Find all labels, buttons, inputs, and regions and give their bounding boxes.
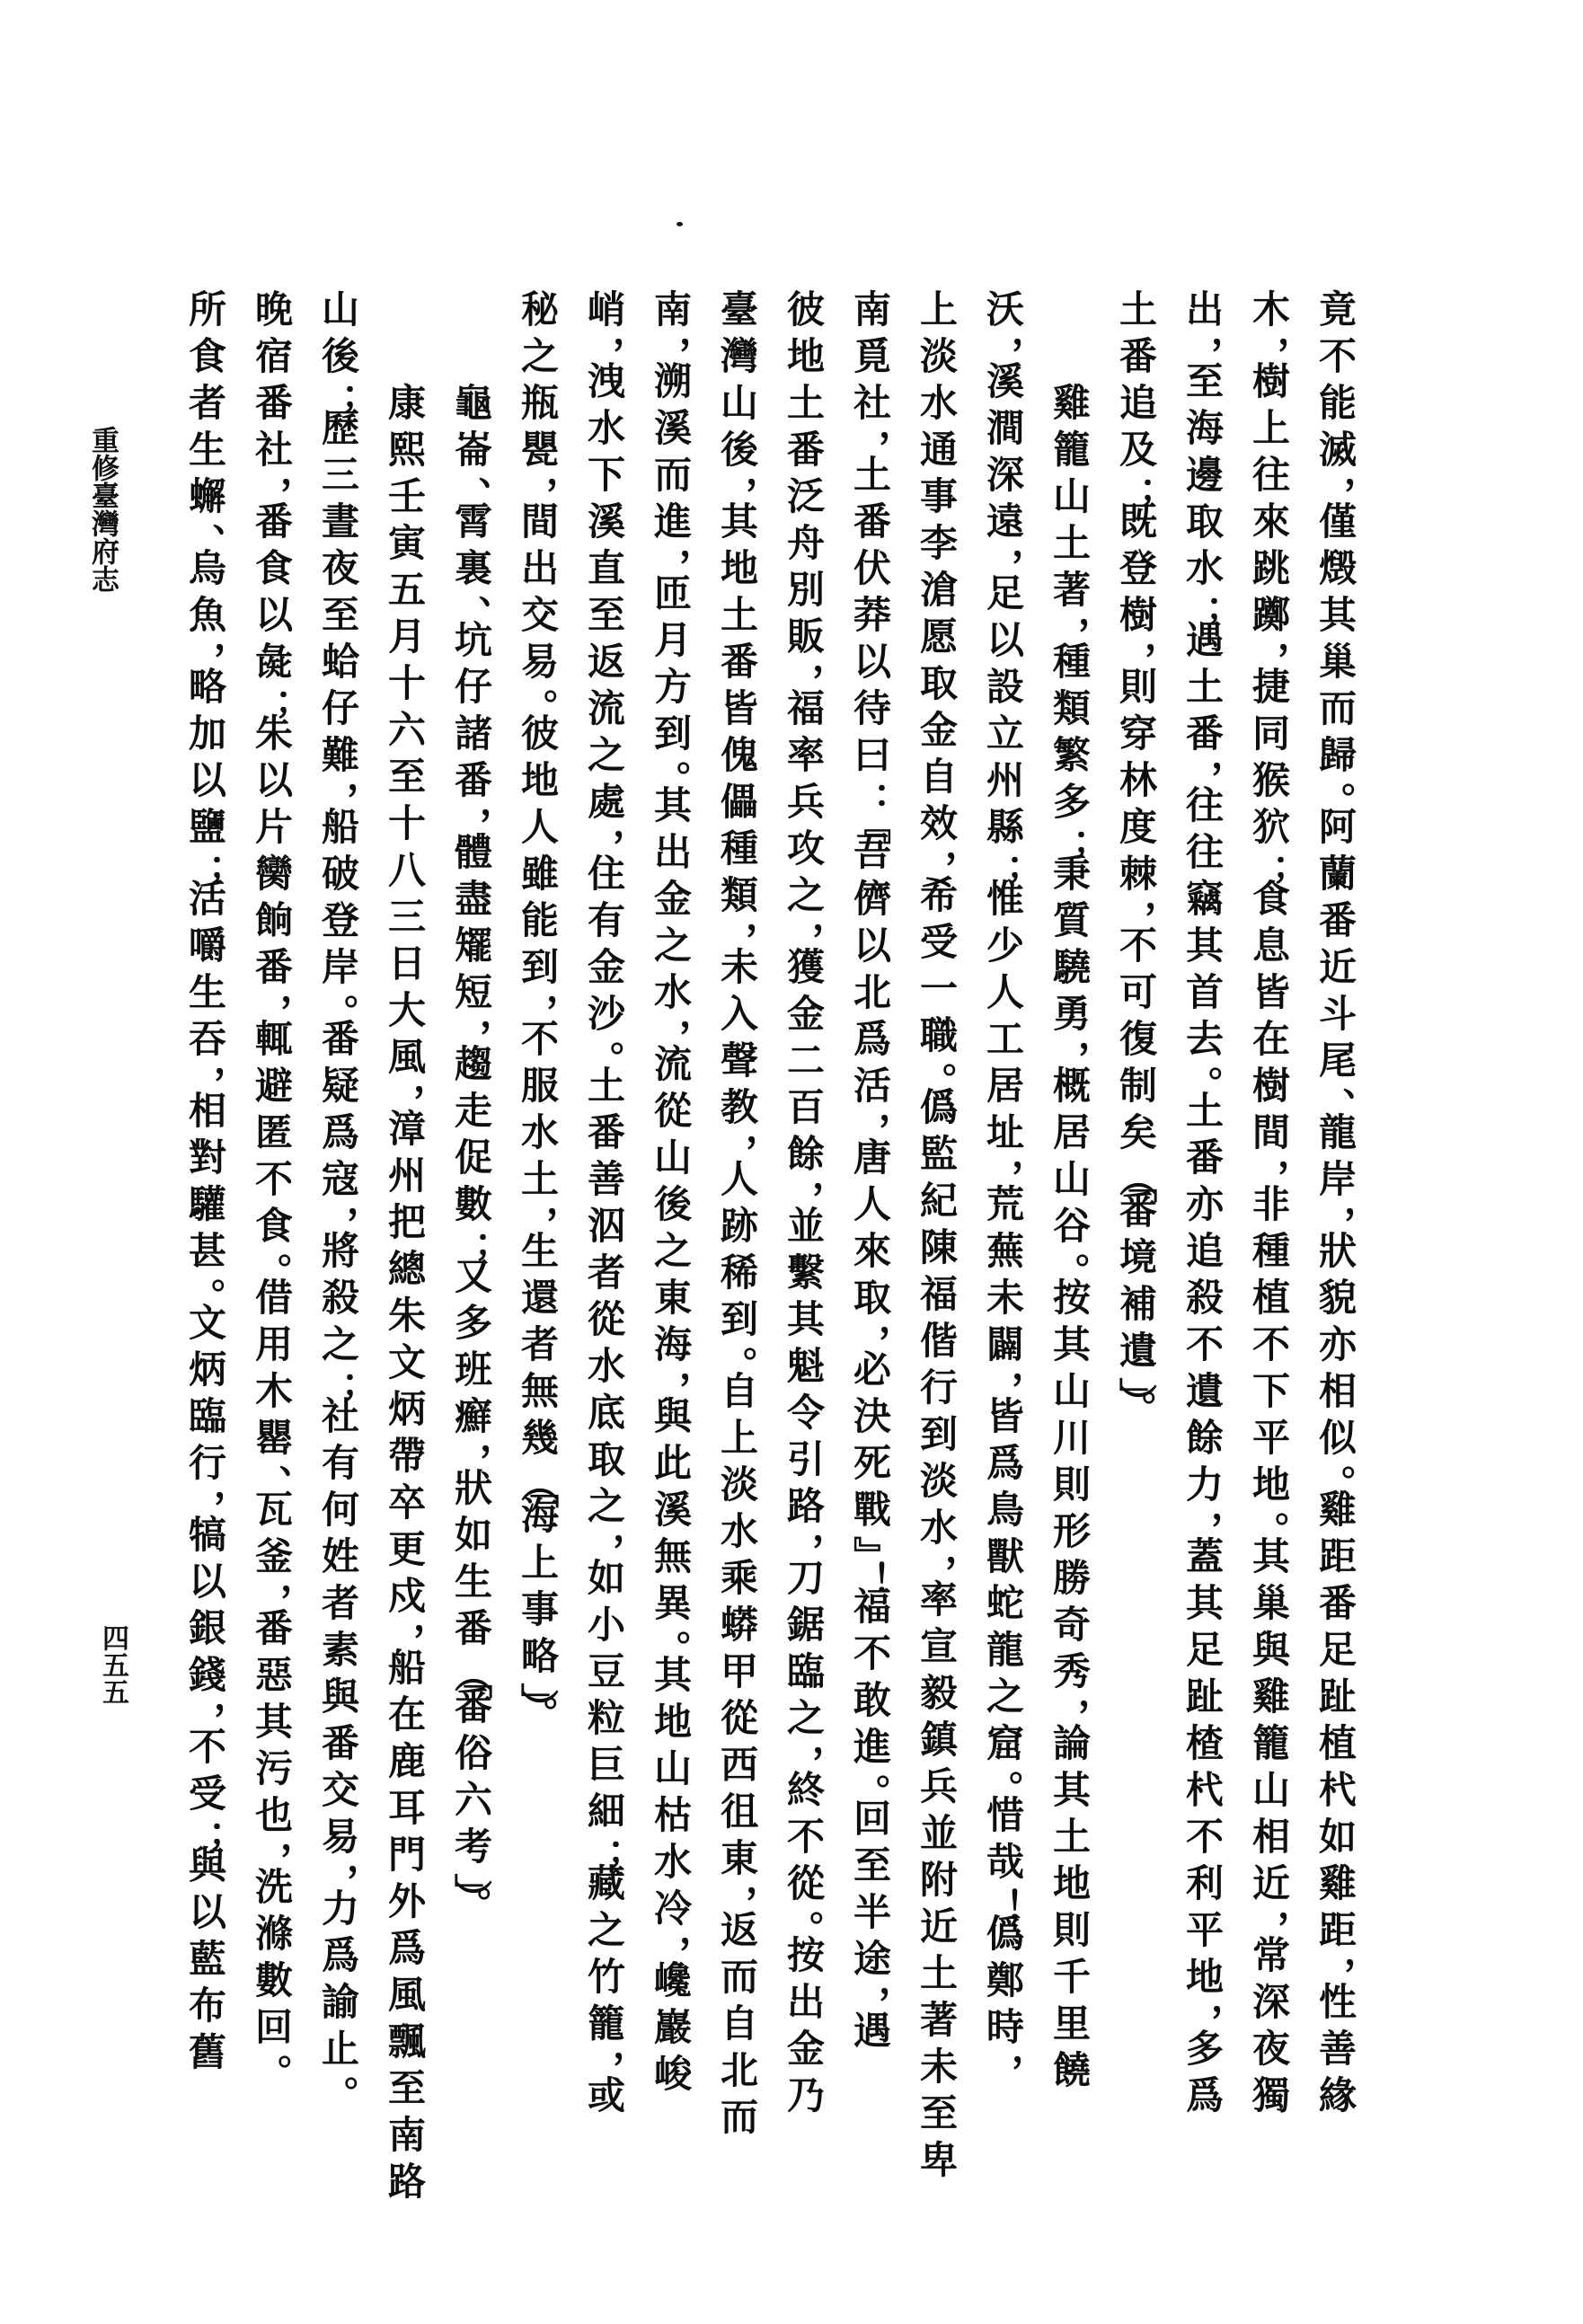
punctuation: 。 (915, 1062, 956, 1087)
punctuation: ， (848, 1112, 889, 1137)
punctuation: ， (915, 1554, 956, 1579)
punctuation: ； (250, 688, 291, 713)
punctuation: ， (1181, 336, 1222, 361)
punctuation: ， (582, 336, 623, 361)
text-column: 南覓社，土番伏莽以待曰：『吾儕以北爲活，唐人來取，必決死戰』！福不敢進。回至半途，遇 (848, 289, 889, 2057)
punctuation: 」 (1114, 1377, 1155, 1383)
punctuation: 、 (183, 523, 225, 548)
punctuation: ， (383, 1622, 424, 1648)
punctuation: ； (316, 1371, 358, 1396)
punctuation: 。 (250, 1252, 291, 1277)
punctuation: ； (1247, 853, 1288, 879)
body-text-block (169, 289, 1367, 2208)
punctuation: 。 (649, 760, 690, 785)
text-column: 雞籠山土著，種類繁多；秉質驍勇，概居山谷。按其山川則形勝奇秀，論其土地則千里饒 (1048, 383, 1089, 2097)
punctuation: ， (582, 828, 623, 853)
punctuation: ， (316, 782, 358, 807)
punctuation: ； (1181, 595, 1222, 620)
punctuation: ， (516, 1206, 557, 1231)
punctuation: ， (1313, 1206, 1355, 1231)
punctuation: ； (183, 1820, 225, 1845)
punctuation: ； (183, 853, 225, 879)
punctuation: ： (848, 782, 889, 807)
punctuation: 。 (1247, 1511, 1288, 1536)
punctuation: ， (316, 1206, 358, 1231)
punctuation: ！ (848, 1561, 889, 1586)
punctuation: ， (715, 922, 756, 947)
punctuation: 。 (981, 1770, 1022, 1795)
punctuation: ， (1181, 2003, 1222, 2028)
punctuation: ， (1048, 616, 1089, 641)
punctuation: 「 (516, 1489, 557, 1496)
text-column: 南，溯溪而進，匝月方到。其出金之水，流從山後之東海，與此溪無異。其地山枯水冷，巉巖峻 (649, 289, 690, 2100)
punctuation: ， (848, 429, 889, 455)
punctuation: ； (582, 1838, 623, 1863)
margin-book-title: 重修臺灣府志 (87, 426, 119, 593)
punctuation: ， (250, 994, 291, 1019)
punctuation: 、 (250, 1464, 291, 1489)
punctuation: 。 (1181, 1065, 1222, 1091)
punctuation: ， (449, 807, 491, 832)
punctuation: ， (782, 663, 823, 688)
punctuation: ， (981, 548, 1022, 573)
punctuation: ， (383, 1083, 424, 1109)
punctuation: ， (516, 994, 557, 1019)
punctuation: ； (981, 853, 1022, 879)
punctuation: ， (782, 1533, 823, 1558)
punctuation: ， (582, 2050, 623, 2075)
punctuation: ， (1247, 1910, 1288, 1935)
text-column: 彼地土番泛舟別販，福率兵攻之，獲金二百餘，並繫其魁令引路，刀鋸臨之，終不從。按出金乃 (782, 289, 823, 2122)
text-column: 康熙壬寅五月十六至十八三日大風，漳州把總朱文炳帶卒更戍，船在鹿耳門外爲風飄至南路 (383, 383, 424, 2208)
punctuation: ， (981, 1159, 1022, 1184)
punctuation: ， (649, 336, 690, 361)
punctuation: ， (715, 1885, 756, 1910)
punctuation: ！ (981, 1888, 1022, 1913)
punctuation: ， (981, 336, 1022, 361)
text-column: 土番追及；既登樹，則穿林度棘，不可復制矣（「番境補遺」）。 (1114, 289, 1155, 1415)
punctuation: 。 (848, 1773, 889, 1798)
punctuation: （ (1114, 1159, 1155, 1184)
text-column: 沃，溪澗深遠，足以設立州縣；惟少人工居址，荒蕪未闢，皆爲鳥獸蛇龍之窟。惜哉！僞鄭時， (981, 289, 1022, 2079)
punctuation: 。 (449, 1886, 491, 1911)
punctuation: ， (1114, 900, 1155, 925)
punctuation: 。 (1313, 782, 1355, 807)
punctuation: ， (1247, 336, 1288, 361)
page-number: 四五五 (98, 1624, 128, 1705)
text-column: 臺灣山後，其地土番皆傀儡種類，未入聲教，人跡稀到。自上淡水乘蟒甲從西徂東，返而自北而 (715, 289, 756, 2143)
punctuation: （ (516, 1464, 557, 1489)
punctuation: ， (649, 1371, 690, 1396)
punctuation: 。 (715, 1346, 756, 1371)
punctuation: ； (1048, 828, 1089, 853)
punctuation: ； (449, 1231, 491, 1256)
punctuation: 、 (449, 595, 491, 620)
text-column: 出，至海邊取水；遇土番，往往竊其首去。土番亦追殺不遺餘力，蓋其足趾楂杙不利平地，多爲 (1181, 289, 1222, 2122)
punctuation: ， (782, 1180, 823, 1206)
punctuation: 。 (1114, 1390, 1155, 1415)
punctuation: ， (1181, 760, 1222, 785)
punctuation: ， (1114, 641, 1155, 667)
punctuation: ， (1313, 1957, 1355, 1982)
text-column: 所食者生蠏、烏魚，略加以鹽；活嚼生吞，相對驩甚。文炳臨行，犒以銀錢，不受；與以藍布舊 (183, 289, 225, 2079)
punctuation: ） (516, 1689, 557, 1695)
punctuation: ， (981, 1371, 1022, 1396)
punctuation: 」 (516, 1683, 557, 1689)
punctuation: 、 (1313, 1087, 1355, 1112)
punctuation: ， (1247, 1159, 1288, 1184)
punctuation: ， (782, 1745, 823, 1770)
punctuation: ， (183, 1489, 225, 1515)
punctuation: 。 (316, 2075, 358, 2100)
punctuation: ， (649, 1935, 690, 1960)
text-column: 竟不能滅，僅燬其巢而歸。阿蘭番近斗尾、龍岸，狀貌亦相似。雞距番足趾植杙如雞距，性善緣 (1313, 289, 1355, 2122)
punctuation: ， (582, 1533, 623, 1558)
punctuation: 。 (582, 1040, 623, 1065)
punctuation: ， (449, 1019, 491, 1044)
punctuation: ， (183, 1701, 225, 1727)
punctuation: 。 (516, 1695, 557, 1720)
punctuation: ， (782, 922, 823, 947)
punctuation: ， (715, 476, 756, 501)
text-column: 木，樹上往來跳躑，捷同猴狖；食息皆在樹間，非種植不下平地。其巢與雞籠山相近，常深夜獨 (1247, 289, 1288, 2122)
punctuation: 。 (1048, 1252, 1089, 1277)
punctuation: ， (1048, 1040, 1089, 1065)
punctuation: ， (649, 548, 690, 573)
punctuation: 「 (1114, 1184, 1155, 1190)
punctuation: 。 (1313, 1464, 1355, 1489)
punctuation: ， (516, 476, 557, 501)
punctuation: ， (848, 1985, 889, 2010)
punctuation: ， (1181, 1511, 1222, 1536)
punctuation: ， (250, 476, 291, 501)
punctuation: 。 (183, 1277, 225, 1303)
punctuation: ， (250, 1842, 291, 1867)
punctuation: ， (449, 1443, 491, 1468)
punctuation: 。 (250, 2054, 291, 2079)
punctuation: ， (316, 1863, 358, 1888)
punctuation: ； (316, 383, 358, 408)
punctuation: ， (848, 1324, 889, 1349)
punctuation: 。 (316, 994, 358, 1019)
text-column: 山後；歷三晝夜至蛤仔難，船破登岸。番疑爲寇，將殺之；社有何姓者素與番交易，力爲諭止。 (316, 289, 358, 2100)
punctuation: ， (915, 850, 956, 875)
punctuation: ； (1114, 476, 1155, 501)
punctuation: 。 (782, 1910, 823, 1935)
text-column: 秘之瓶甖，間出交易。彼地人雖能到，不服水土，生還者無幾（「海上事略」）。 (516, 289, 557, 1720)
punctuation: ， (649, 1019, 690, 1044)
punctuation: ） (1114, 1383, 1155, 1390)
text-column: 龜崙、霄裏、坑仔諸番，體盡矲短，趨走促數；又多班癬，狀如生番（「番俗六考」）。 (449, 383, 491, 1911)
ink-speck (677, 222, 683, 226)
punctuation: 。 (516, 688, 557, 713)
punctuation: ， (250, 1583, 291, 1608)
punctuation: 。 (649, 1630, 690, 1655)
punctuation: 、 (449, 476, 491, 501)
text-column: 上淡水通事李滄愿取金自效，希受一職。僞監紀陳福偕行到淡水，率宣毅鎮兵並附近土著未至卑 (915, 289, 956, 2187)
punctuation: ， (1313, 476, 1355, 501)
punctuation: ， (1247, 641, 1288, 667)
punctuation: 「 (449, 1680, 491, 1686)
text-column: 晚宿番社，番食以彘；朱以片臠餉番，輒避匿不食。借用木罌、瓦釜，番惡其污也，洗滌數回。 (250, 289, 291, 2079)
punctuation: 』 (848, 1536, 889, 1561)
punctuation: 『 (848, 807, 889, 832)
punctuation: ， (1048, 1698, 1089, 1723)
punctuation: （ (449, 1655, 491, 1680)
punctuation: ， (715, 1134, 756, 1159)
punctuation: ， (981, 2054, 1022, 2079)
punctuation: ） (449, 1879, 491, 1886)
punctuation: ， (183, 1065, 225, 1091)
punctuation: 」 (449, 1873, 491, 1879)
punctuation: ， (183, 641, 225, 667)
text-column: 峭，洩水下溪直至返流之處，住有金沙。土番善泅者從水底取之，如小豆粒巨細；藏之竹籠，或 (582, 289, 623, 2122)
